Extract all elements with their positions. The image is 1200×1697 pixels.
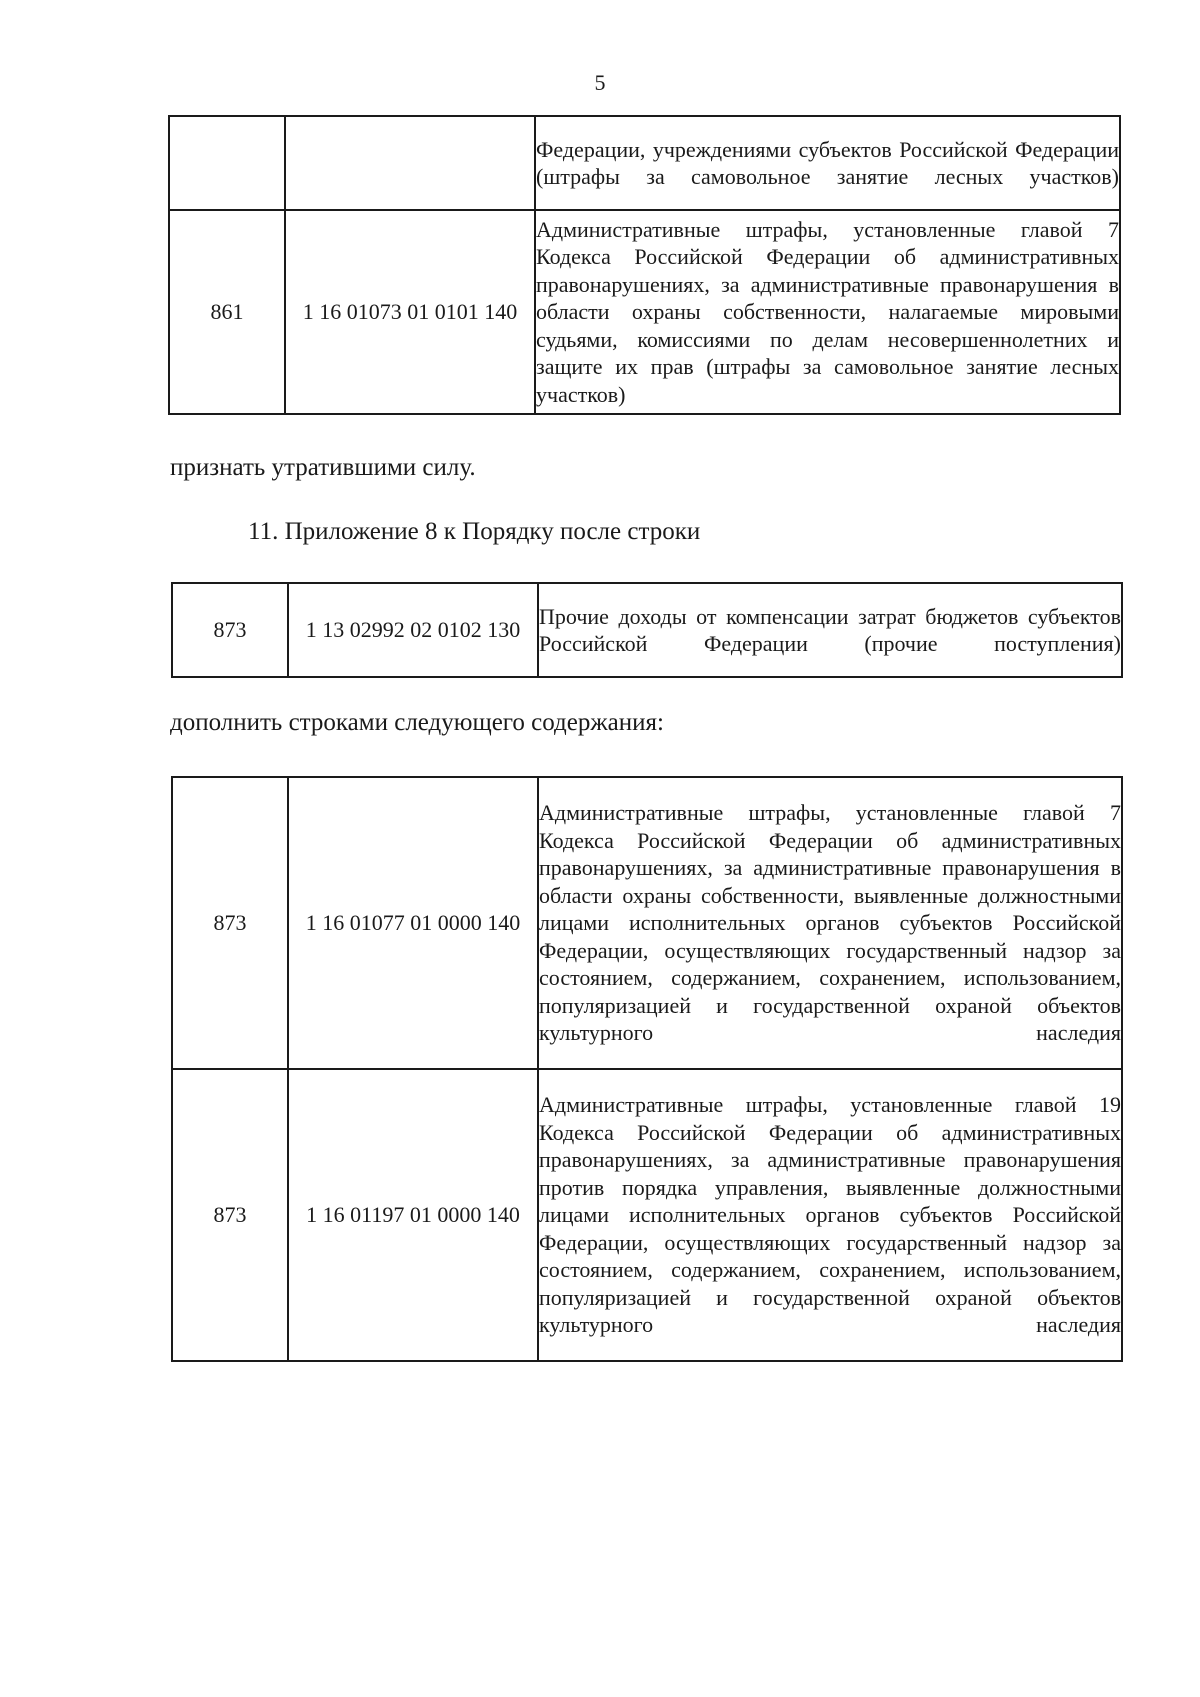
revenue-description-cell: Административные штрафы, установленные главой 7 Кодекса Российской Федерации об административных правонарушениях, за административные правонарушения в области охраны собственности, налагаемые мировыми судьями, комиссиями по делам несовершеннолетних и защите их прав (штрафы за самовольное занятие лесных участков) bbox=[535, 210, 1120, 414]
revenue-codes-table-added-rows bbox=[171, 776, 1123, 1362]
budget-classification-code-cell: 1 16 01073 01 0101 140 bbox=[285, 210, 535, 414]
revenue-codes-table-repealed bbox=[168, 115, 1121, 415]
budget-classification-code-cell: 1 16 01077 01 0000 140 bbox=[288, 777, 538, 1069]
budget-classification-code-cell: 1 16 01197 01 0000 140 bbox=[288, 1069, 538, 1361]
admin-code-cell: 861 bbox=[169, 210, 285, 414]
table-row bbox=[172, 583, 1122, 677]
repeal-paragraph: признать утратившими силу. bbox=[170, 454, 476, 481]
table-row bbox=[172, 777, 1122, 1069]
revenue-description-cell: Федерации, учреждениями субъектов Российской Федерации (штрафы за самовольное занятие лесных участков) bbox=[535, 116, 1120, 210]
revenue-description-cell: Административные штрафы, установленные главой 7 Кодекса Российской Федерации об административных правонарушениях, за административные правонарушения в области охраны собственности, выявленные должностными лицами исполнительных органов субъектов Российской Федерации, осуществляющих государственный надзор за состоянием, содержанием, сохранением, использованием, популяризацией и государственной охраной объектов культурного наследия bbox=[538, 777, 1122, 1069]
admin-code-cell bbox=[169, 116, 285, 210]
table-row bbox=[169, 210, 1120, 414]
table-row bbox=[172, 1069, 1122, 1361]
budget-classification-code-cell bbox=[285, 116, 535, 210]
table-row bbox=[169, 116, 1120, 210]
page-number: 5 bbox=[594, 70, 606, 95]
budget-classification-code-cell: 1 13 02992 02 0102 130 bbox=[288, 583, 538, 677]
admin-code-cell: 873 bbox=[172, 1069, 288, 1361]
revenue-description-cell: Административные штрафы, установленные главой 19 Кодекса Российской Федерации об административных правонарушениях, за административные правонарушения против порядка управления, выявленные должностными лицами исполнительных органов субъектов Российской Федерации, осуществляющих государственный надзор за состоянием, содержанием, сохранением, использованием, популяризацией и государственной охраной объектов культурного наследия bbox=[538, 1069, 1122, 1361]
revenue-description-cell: Прочие доходы от компенсации затрат бюджетов субъектов Российской Федерации (прочие поступления) bbox=[538, 583, 1122, 677]
revenue-codes-table-anchor-row bbox=[171, 582, 1123, 678]
amendment-item-heading: 11. Приложение 8 к Порядку после строки bbox=[248, 518, 701, 545]
admin-code-cell: 873 bbox=[172, 777, 288, 1069]
addition-paragraph: дополнить строками следующего содержания: bbox=[170, 709, 664, 736]
admin-code-cell: 873 bbox=[172, 583, 288, 677]
